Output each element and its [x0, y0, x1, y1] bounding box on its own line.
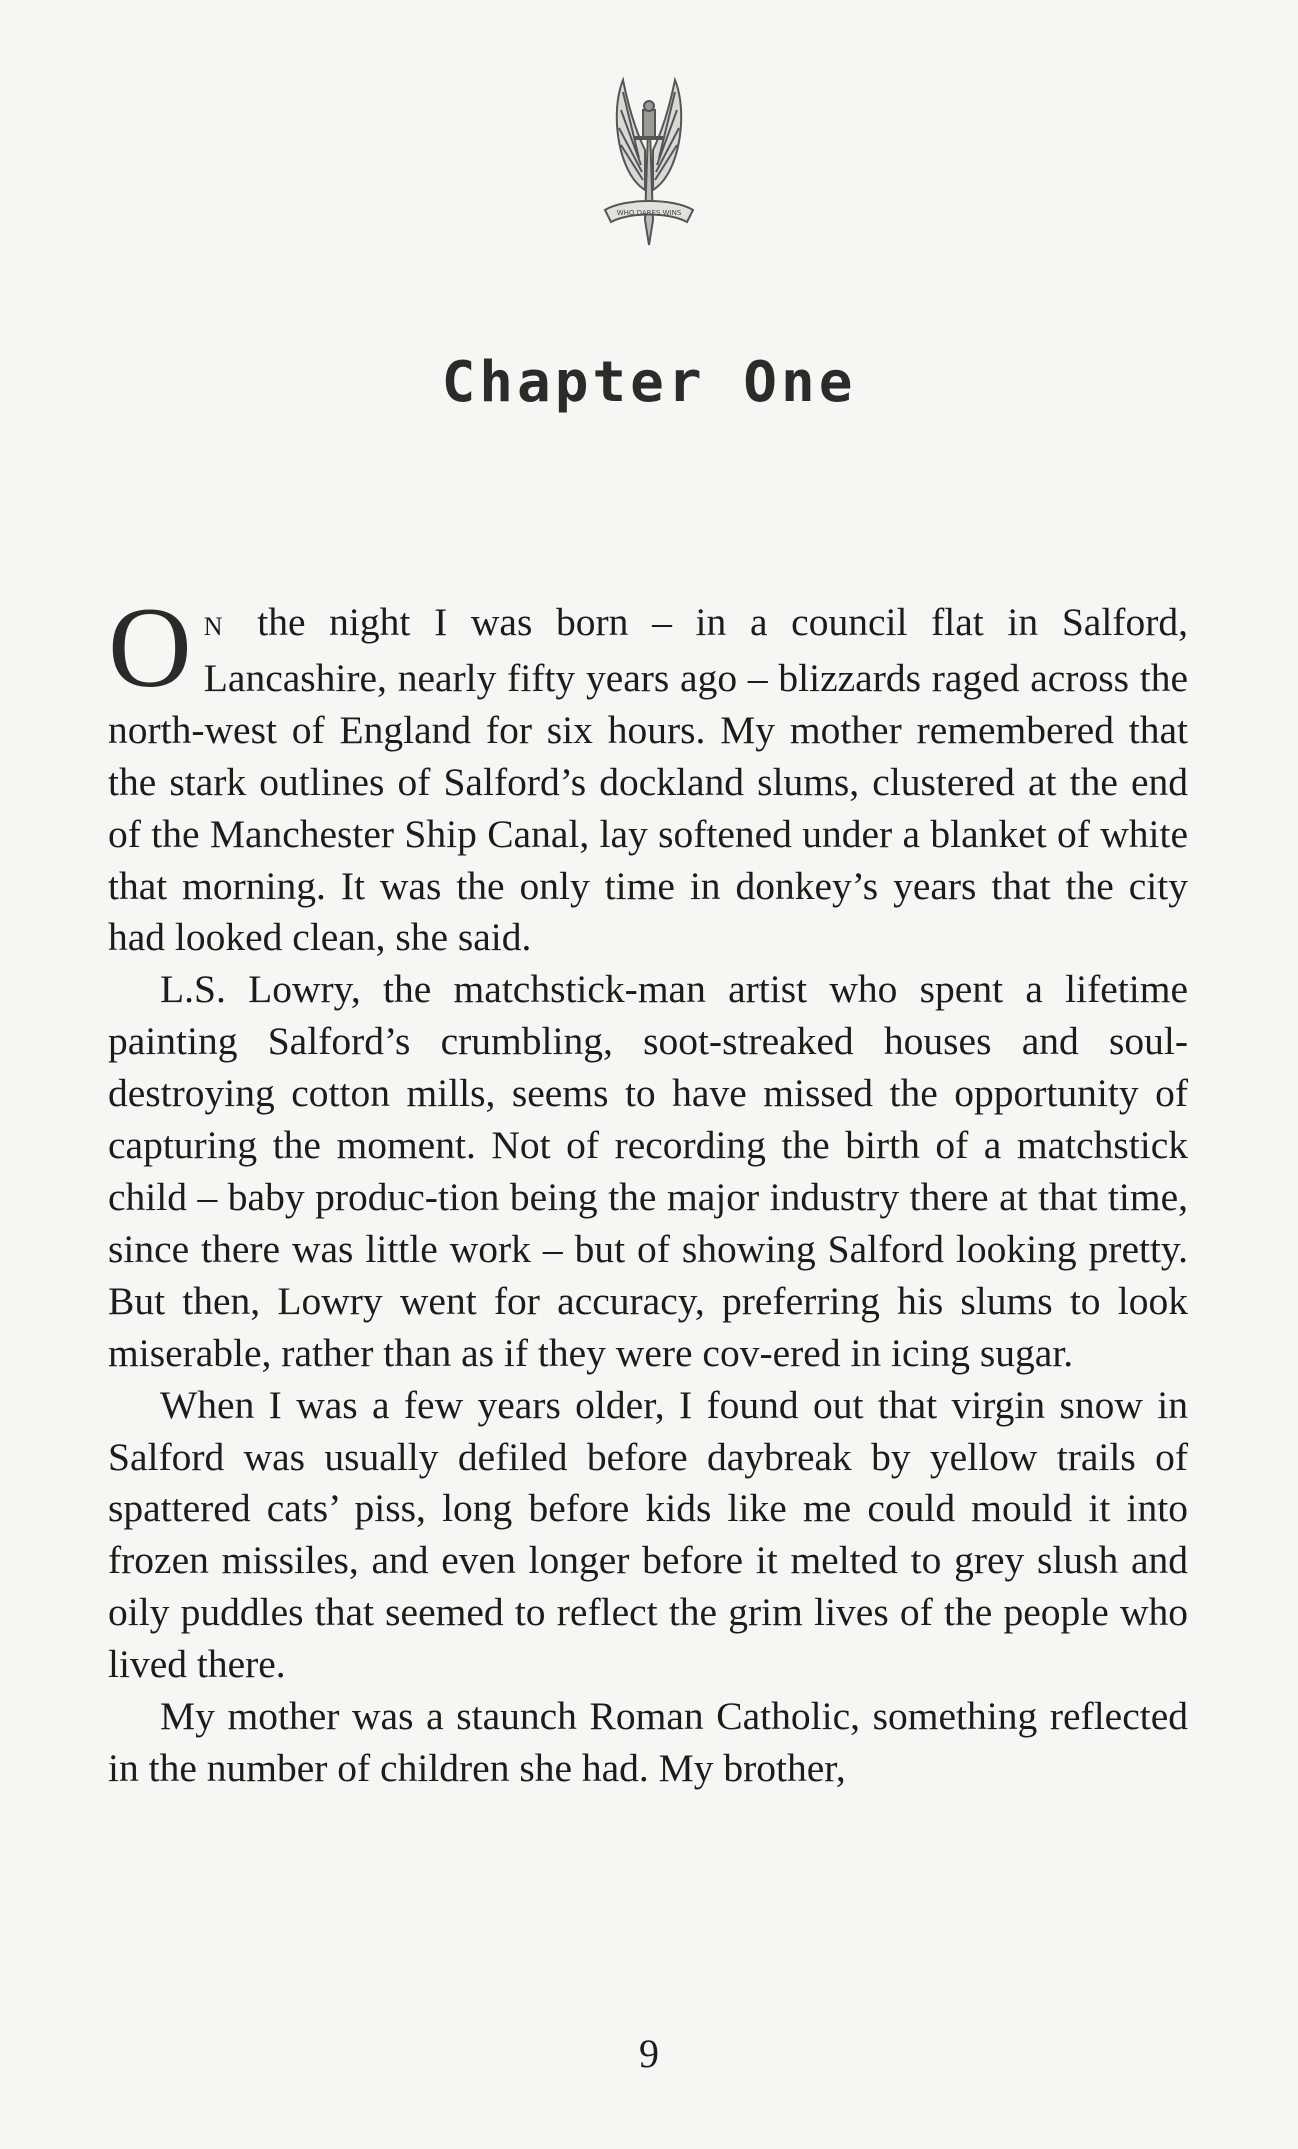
- chapter-title: Chapter One: [441, 349, 857, 415]
- paragraph-2: L.S. Lowry, the matchstick-man artist who spent a lifetime painting Salford’s crumbling, soot-streaked houses and soul-destroying cotton mills, seems to have missed the opportunity of capturing the moment. Not of recording the birth of a matchstick child – baby produc-tion being the major industry there at that time, since there was little work – but of showing Salford looking pretty. But then, Lowry went for accuracy, preferring his slums to look miserable, rather than as if they were cov-ered in icing sugar.: [108, 967, 1188, 1375]
- paragraph-1-text: the night I was born – in a council flat in Salford, Lancashire, nearly fifty years ago – blizzards raged across the north-west of England for six hours. My mother remembered that the stark outlines of Salford’s dockland slums, clustered at the end of the Manchester Ship Canal, lay softened under a blanket of white that morning. It was the only time in donkey’s years that the city had looked clean, she said.: [108, 600, 1188, 960]
- paragraph-4: My mother was a staunch Roman Catholic, something reflected in the number of children she had. My brother,: [108, 1694, 1188, 1790]
- smallcaps-lead: N: [203, 612, 224, 641]
- winged-dagger-emblem-icon: [579, 70, 719, 260]
- paragraph-3: When I was a few years older, I found out that virgin snow in Salford was usually defiled before daybreak by yellow trails of spattered cats’ piss, long before kids like me could mould it into frozen missiles, and even longer before it melted to grey slush and oily puddles that seemed to reflect the grim lives of the people who lived there.: [108, 1382, 1188, 1687]
- svg-text:WHO DARES WINS: WHO DARES WINS: [616, 209, 682, 217]
- drop-cap: O: [108, 584, 192, 712]
- paragraph-1: [108, 584, 1188, 964]
- page-number: 9: [639, 2031, 659, 2076]
- body-text: [108, 584, 1188, 1795]
